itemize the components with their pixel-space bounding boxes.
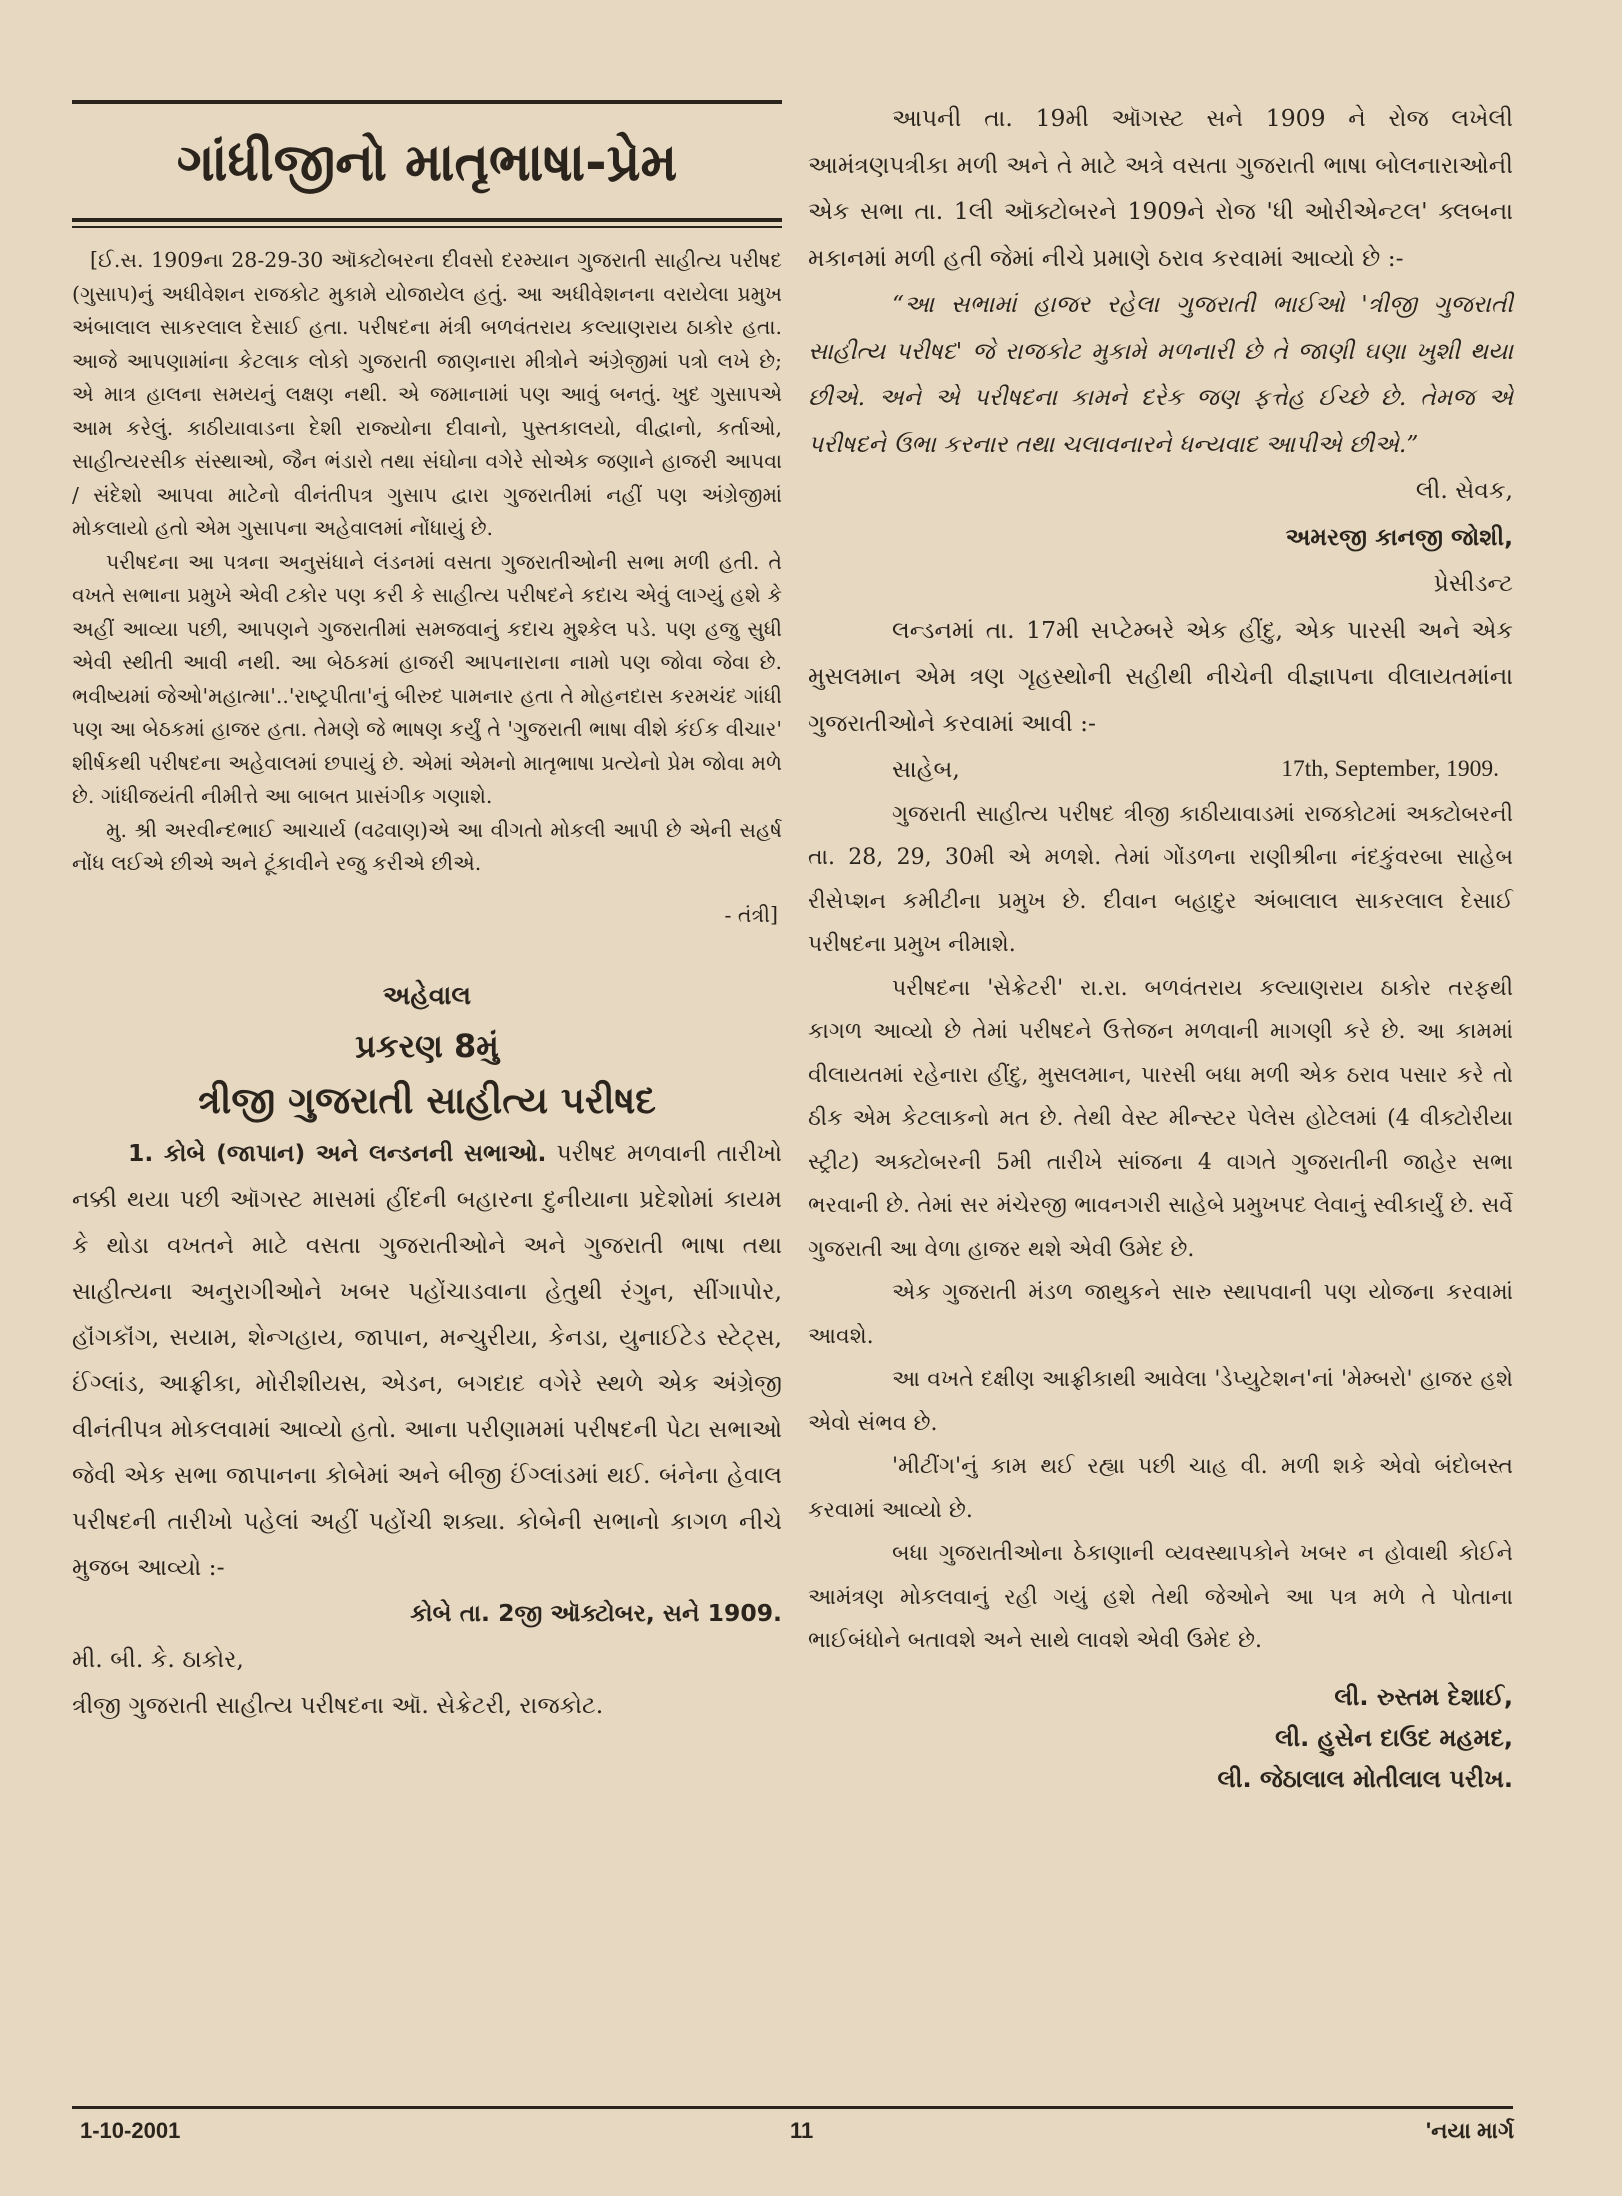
- left-column: [72, 100, 782, 1728]
- notice-paragraph: બધા ગુજરાતીઓના ઠેકાણાની વ્યવસ્થાપકોને ખબર ન હોવાથી કોઈને આમંત્રણ મોકલવાનું રહી ગયું હશે તેથી જેઓને આ પત્ર મળે તે પોતાના ભાઈબંધોને બતાવશે અને સાથે લાવશે એવી ઉમેદ છે.: [808, 1541, 1513, 1653]
- chapter-heading: પ્રકરણ 8મું: [355, 1027, 499, 1065]
- page-number: 11: [790, 2118, 814, 2143]
- signatory: લી. રુસ્તમ દેશાઈ,: [1334, 1682, 1513, 1711]
- title-rule-top: [72, 100, 782, 104]
- section-text: પરીષદ મળવાની તારીખો નક્કી થયા પછી ઑગસ્ટ માસમાં હીંદની બહારના દુનીયાના પ્રદેશોમાં કાયમ કે થોડા વખતને માટે વસતા ગુજરાતીઓને અને ગુજરાતી ભાષા તથા સાહીત્યના અનુરાગીઓને ખબર પહોંચાડવાના હેતુથી રંગુન, સીંગાપોર, હૉંગકૉંગ, સયામ, શેન્ગહાય, જાપાન, મન્ચુરીયા, કેનડા, યુનાઈટેડ સ્ટેટ્સ, ઈંગ્લાંડ, આફ્રીકા, મોરીશીયસ, એડન, બગદાદ વગેરે સ્થળે એક અંગ્રેજી વીનંતીપત્ર મોકલવામાં આવ્યો હતો. આના પરીણામમાં પરીષદની પેટા સભાઓ જેવી એક સભા જાપાનના કોબેમાં અને બીજી ઈંગ્લાંડમાં થઈ. બંનેના હેવાલ પરીષદની તારીખો પહેલાં અહીં પહોંચી શક્યા. કોબેની સભાનો કાગળ નીચે મુજબ આવ્યો :-: [72, 1139, 782, 1581]
- resolution-quote: “આ સભામાં હાજર રહેલા ગુજરાતી ભાઈઓ 'ત્રીજી ગુજરાતી સાહીત્ય પરીષદ' જે રાજકોટ મુકામે મળનારી છે તે જાણી ઘણા ખુશી થયા છીએ. અને એ પરીષદના કામને દરેક જણ ફત્તેહ ઈચ્છે છે. તેમજ એ પરીષદને ઉભા કરનાર તથા ચલાવનારને ધન્યવાદ આપીએ છીએ.”: [808, 290, 1513, 458]
- report-headings: [72, 972, 782, 1130]
- signatory: લી. જેઠાલાલ મોતીલાલ પરીખ.: [1217, 1764, 1513, 1793]
- intro-paragraph: [ઈ.સ. 1909ના 28-29-30 ઑક્ટોબરના દીવસો દરમ્યાન ગુજરાતી સાહીત્ય પરીષદ (ગુસાપ)નું અધીવેશન રાજકોટ મુકામે યોજાયેલ હતું. આ અધીવેશનના વરાયેલા પ્રમુખ અંબાલાલ સાકરલાલ દેસાઈ હતા. પરીષદના મંત્રી બળવંતરાય કલ્યાણરાય ઠાકોર હતા. આજે આપણામાંના કેટલાક લોકો ગુજરાતી જાણનારા મીત્રોને અંગ્રેજીમાં પત્રો લખે છે; એ માત્ર હાલના સમયનું લક્ષણ નથી. એ જમાનામાં પણ આવું બનતું. ખુદ ગુસાપએ આમ કરેલું. કાઠીયાવાડના દેશી રાજ્યોના દીવાનો, પુસ્તકાલયો, વીદ્વાનો, કર્તાઓ, સાહીત્યરસીક સંસ્થાઓ, જૈન ભંડારો તથા સંઘોના વગેરે સોએક જણાને હાજરી આપવા / સંદેશો આપવા માટેનો વીનંતીપત્ર ગુસાપ દ્વારા ગુજરાતીમાં નહીં પણ અંગ્રેજીમાં મોકલાયો હતો એમ ગુસાપના અહેવાલમાં નોંધાયું છે.: [72, 248, 782, 540]
- right-column: [808, 95, 1513, 1800]
- section-paragraph: [72, 1130, 782, 1590]
- notice-paragraph: એક ગુજરાતી મંડળ જાથુકને સારુ સ્થાપવાની પણ યોજના કરવામાં આવશે.: [808, 1280, 1513, 1349]
- signature-title: પ્રેસીડન્ટ: [1433, 569, 1513, 597]
- title-rule-bottom: [72, 218, 782, 222]
- title-rule-bottom-thin: [72, 226, 782, 228]
- conference-heading: ત્રીજી ગુજરાતી સાહીત્ય પરીષદ: [198, 1079, 656, 1122]
- addressee-line-2: ત્રીજી ગુજરાતી સાહીત્ય પરીષદના ઑ. સેક્રેટરી, રાજકોટ.: [72, 1691, 604, 1719]
- signature-name: [808, 514, 1513, 561]
- london-intro-paragraph: લન્ડનમાં તા. 17મી સપ્ટેમ્બરે એક હીંદુ, એક પારસી અને એક મુસલમાન એમ ત્રણ ગૃહસ્થોની સહીથી નીચેની વીજ્ઞાપના વીલાયતમાંના ગુજરાતીઓને કરવામાં આવી :-: [808, 615, 1513, 737]
- intro-paragraph: મુ. શ્રી અરવીન્દભાઈ આચાર્ય (વઢવાણ)એ આ વીગતો મોકલી આપી છે એની સહર્ષ નોંધ લઈએ છીએ અને ટૂંકાવીને રજુ કરીએ છીએ.: [72, 817, 782, 875]
- london-notice: [808, 793, 1513, 1800]
- letter-paragraph: આપની તા. 19મી ઑગસ્ટ સને 1909 ને રોજ લખેલી આમંત્રણપત્રીકા મળી અને તે માટે અત્રે વસતા ગુજરાતી ભાષા બોલનારાઓની એક સભા તા. 1લી ઑક્ટોબરને 1909ને રોજ 'ધી ઓરીએન્ટલ' ક્લબના મકાનમાં મળી હતી જેમાં નીચે પ્રમાણે ઠરાવ કરવામાં આવ્યો છે :-: [808, 104, 1513, 272]
- report-body: [72, 1130, 782, 1728]
- addressee-line-1: મી. બી. કે. ઠાકોર,: [72, 1645, 244, 1673]
- editor-intro: [72, 244, 782, 932]
- notice-paragraph: પરીષદના 'સેક્રેટરી' રા.રા. બળવંતરાય કલ્યાણરાય ઠાકોર તરફથી કાગળ આવ્યો છે તેમાં પરીષદને ઉત્તેજન મળવાની માગણી કરે છે. આ કામમાં વીલાયતમાં રહેનારા હીંદુ, મુસલમાન, પારસી બધા મળી એક ઠરાવ પસાર કરે તો ઠીક એમ કેટલાકનો મત છે. તેથી વેસ્ટ મીન્સ્ટર પેલેસ હોટેલમાં (4 વીક્ટોરીયા સ્ટ્રીટ) અક્ટોબરની 5મી તારીખે સાંજના 4 વાગતે ગુજરાતીની જાહેર સભા ભરવાની છે. તેમાં સર મંચેરજી ભાવનગરી સાહેબે પ્રમુખપદ લેવાનું સ્વીકાર્યું છે. સર્વે ગુજરાતી આ વેળા હાજર થશે એવી ઉમેદ છે.: [808, 975, 1513, 1262]
- section-heading: 1. કોબે (જાપાન) અને લન્ડનની સભાઓ.: [128, 1139, 547, 1167]
- intro-paragraph: પરીષદના આ પત્રના અનુસંધાને લંડનમાં વસતા ગુજરાતીઓની સભા મળી હતી. તે વખતે સભાના પ્રમુખે એવી ટકોર પણ કરી કે સાહીત્ય પરીષદને કદાચ એવું લાગ્યું હશે કે અહીં આવ્યા પછી, આપણને ગુજરાતીમાં સમજવાનું કદાચ મુશ્કેલ પડે. પણ હજુ સુધી એવી સ્થીતી આવી નથી. આ બેઠકમાં હાજરી આપનારાના નામો પણ જોવા જેવા છે. ભવીષ્યમાં જેઓ'મહાત્મા'..'રાષ્ટ્રપીતા'નું બીરુદ પામનાર હતા તે મોહનદાસ કરમચંદ ગાંધી પણ આ બેઠકમાં હાજર હતા. તેમણે જે ભાષણ કર્યું તે 'ગુજરાતી ભાષા વીશે કંઈક વીચાર' શીર્ષકથી પરીષદના અહેવાલમાં છપાયું છે. એમાં એમનો માતૃભાષા પ્રત્યેનો પ્રેમ જોવા મળે છે. ગાંધીજયંતી નીમીત્તે આ બાબત પ્રાસંગીક ગણાશે.: [72, 549, 782, 808]
- signature-name-text: અમરજી કાનજી જોશી,: [1285, 522, 1513, 551]
- london-dateline: [808, 746, 1513, 793]
- notice-paragraph: ગુજરાતી સાહીત્ય પરીષદ ત્રીજી કાઠીયાવાડમાં રાજકોટમાં અક્ટોબરની તા. 28, 29, 30મી એ મળશે. તેમાં ગોંડળના રાણીશ્રીના નંદકુંવરબા સાહેબ રીસેપ્શન કમીટીના પ્રમુખ છે. દીવાન બહાદુર અંબાલાલ સાકરલાલ દેસાઈ પરીષદના પ્રમુખ નીમાશે.: [808, 801, 1513, 957]
- issue-date: 1-10-2001: [80, 2118, 181, 2143]
- kobe-letter: [808, 95, 1513, 793]
- signatory: લી. હુસેન દાઉદ મહમદ,: [1275, 1723, 1513, 1752]
- kobe-date-text: કોબે તા. 2જી ઑક્ટોબર, સને 1909.: [410, 1599, 782, 1627]
- report-label: અહેવાલ: [382, 981, 472, 1011]
- kobe-date: [72, 1590, 782, 1636]
- notice-paragraph: આ વખતે દક્ષીણ આફ્રીકાથી આવેલા 'ડેપ્યુટેશન'નાં 'મેમ્બરો' હાજર હશે એવો સંભવ છે.: [808, 1367, 1513, 1436]
- article-title: ગાંધીજીનો માતૃભાષા-પ્રેમ: [176, 133, 678, 193]
- footer-rule: [72, 2106, 1513, 2109]
- london-date: 17th, September, 1909.: [1281, 756, 1499, 782]
- salutation: સાહેબ,: [892, 755, 960, 783]
- signature-closing: લી. સેવક,: [1415, 476, 1513, 504]
- notice-paragraph: 'મીટીંગ'નું કામ થઈ રહ્યા પછી ચાહ વી. મળી શકે એવો બંદોબસ્ત કરવામાં આવ્યો છે.: [808, 1454, 1513, 1523]
- editor-signature: - તંત્રી]: [724, 902, 778, 927]
- magazine-name: 'નયા માર્ગ: [1425, 2118, 1514, 2143]
